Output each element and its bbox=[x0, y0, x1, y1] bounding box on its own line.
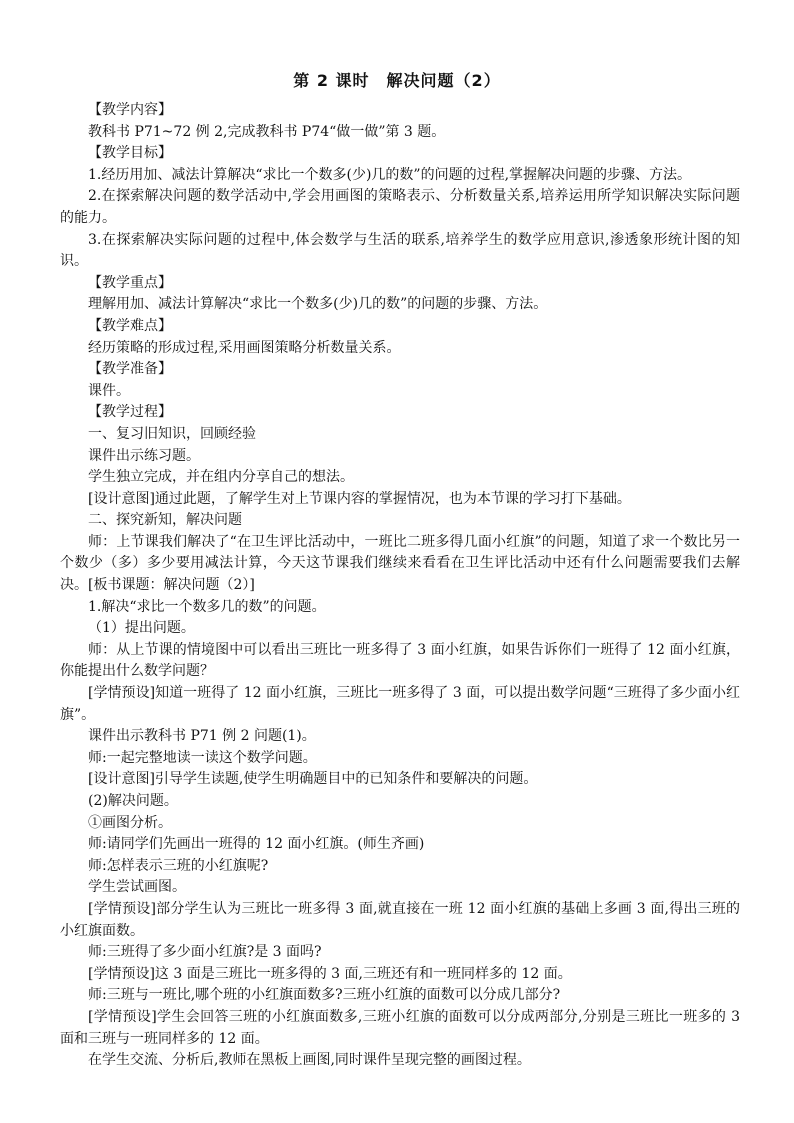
paragraph: （1）提出问题。 bbox=[88, 620, 195, 637]
paragraph: 师:一起完整地读一读这个数学问题。 bbox=[88, 749, 317, 766]
paragraph: 【教学重点】 bbox=[88, 274, 172, 291]
paragraph: 二、探究新知，解决问题 bbox=[88, 512, 242, 529]
paragraph: 在学生交流、分析后,教师在黑板上画图,同时课件呈现完整的画图过程。 bbox=[88, 1052, 531, 1069]
paragraph: [设计意图]引导学生读题,使学生明确题目中的已知条件和要解决的问题。 bbox=[88, 771, 538, 788]
paragraph: 1.解决“求比一个数多几的数”的问题。 bbox=[88, 598, 326, 615]
paragraph: 师:怎样表示三班的小红旗呢? bbox=[88, 857, 269, 874]
paragraph: 课件出示练习题。 bbox=[88, 447, 200, 464]
paragraph: 【教学过程】 bbox=[88, 404, 172, 421]
paragraph: 课件。 bbox=[88, 382, 130, 399]
paragraph: 师:三班得了多少面小红旗?是 3 面吗? bbox=[88, 944, 322, 961]
paragraph: 【教学准备】 bbox=[88, 361, 172, 378]
paragraph: 【教学目标】 bbox=[88, 145, 172, 162]
paragraph: (2)解决问题。 bbox=[88, 793, 178, 809]
paragraph: [学情预设]学生会回答三班的小红旗面数多,三班小红旗的面数可以分成两部分,分别是三班比一班多的 3 面和三班与一班同样多的 12 面。 bbox=[60, 1008, 740, 1047]
paragraph: 学生尝试画图。 bbox=[88, 879, 186, 896]
paragraph: 一、复习旧知识，回顾经验 bbox=[88, 425, 256, 442]
paragraph: 1.经历用加、减法计算解决“求比一个数多(少)几的数”的问题的过程,掌握解决问题的步骤、方法。 bbox=[88, 166, 692, 183]
paragraph: 2.在探索解决问题的数学活动中,学会用画图的策略表示、分析数量关系,培养运用所学知识解决实际问题的能力。 bbox=[60, 188, 740, 226]
paragraph: ①画图分析。 bbox=[88, 814, 172, 831]
paragraph: 理解用加、减法计算解决“求比一个数多(少)几的数”的问题的步骤、方法。 bbox=[88, 296, 548, 313]
paragraph: 【教学难点】 bbox=[88, 317, 172, 334]
paragraph: 经历策略的形成过程,采用画图策略分析数量关系。 bbox=[88, 339, 401, 356]
document-body bbox=[60, 100, 740, 1072]
paragraph: [学情预设]这 3 面是三班比一班多得的 3 面,三班还有和一班同样多的 12 面。 bbox=[88, 965, 572, 982]
paragraph: 师:请同学们先画出一班得的 12 面小红旗。(师生齐画) bbox=[88, 836, 425, 853]
paragraph: 师:三班与一班比,哪个班的小红旗面数多?三班小红旗的面数可以分成几部分? bbox=[88, 987, 561, 1004]
paragraph: [学情预设]部分学生认为三班比一班多得 3 面,就直接在一班 12 面小红旗的基础上多画 3 面,得出三班的小红旗面数。 bbox=[60, 900, 740, 939]
page-title: 第 2 课时 解决问题（2） bbox=[293, 71, 501, 90]
paragraph: [设计意图]通过此题，了解学生对上节课内容的掌握情况，也为本节课的学习打下基础。 bbox=[88, 490, 631, 507]
paragraph: 学生独立完成，并在组内分享自己的想法。 bbox=[88, 469, 354, 486]
paragraph: 3.在探索解决实际问题的过程中,体会数学与生活的联系,培养学生的数学应用意识,渗透象形统计图的知识。 bbox=[60, 231, 740, 270]
paragraph: 【教学内容】 bbox=[88, 102, 172, 118]
paragraph: 师：从上节课的情境图中可以看出三班比一班多得了 3 面小红旗，如果告诉你们一班得了 12 面小红旗，你能提出什么数学问题？ bbox=[60, 641, 740, 680]
paragraph: 课件出示教科书 P71 例 2 问题(1)。 bbox=[88, 728, 316, 745]
paragraph: [学情预设]知道一班得了 12 面小红旗，三班比一班多得了 3 面，可以提出数学问题“三班得了多少面小红旗”。 bbox=[60, 685, 740, 723]
paragraph: 师：上节课我们解决了“在卫生评比活动中，一班比二班多得几面小红旗”的问题，知道了求一个数比另一个数少（多）多少要用减法计算，今天这节课我们继续来看看在卫生评比活动中还有什么问题需要我们去解决。[板书课题：解决问题（2）] bbox=[60, 533, 740, 594]
paragraph: 教科书 P71~72 例 2,完成教科书 P74“做一做”第 3 题。 bbox=[88, 123, 446, 140]
